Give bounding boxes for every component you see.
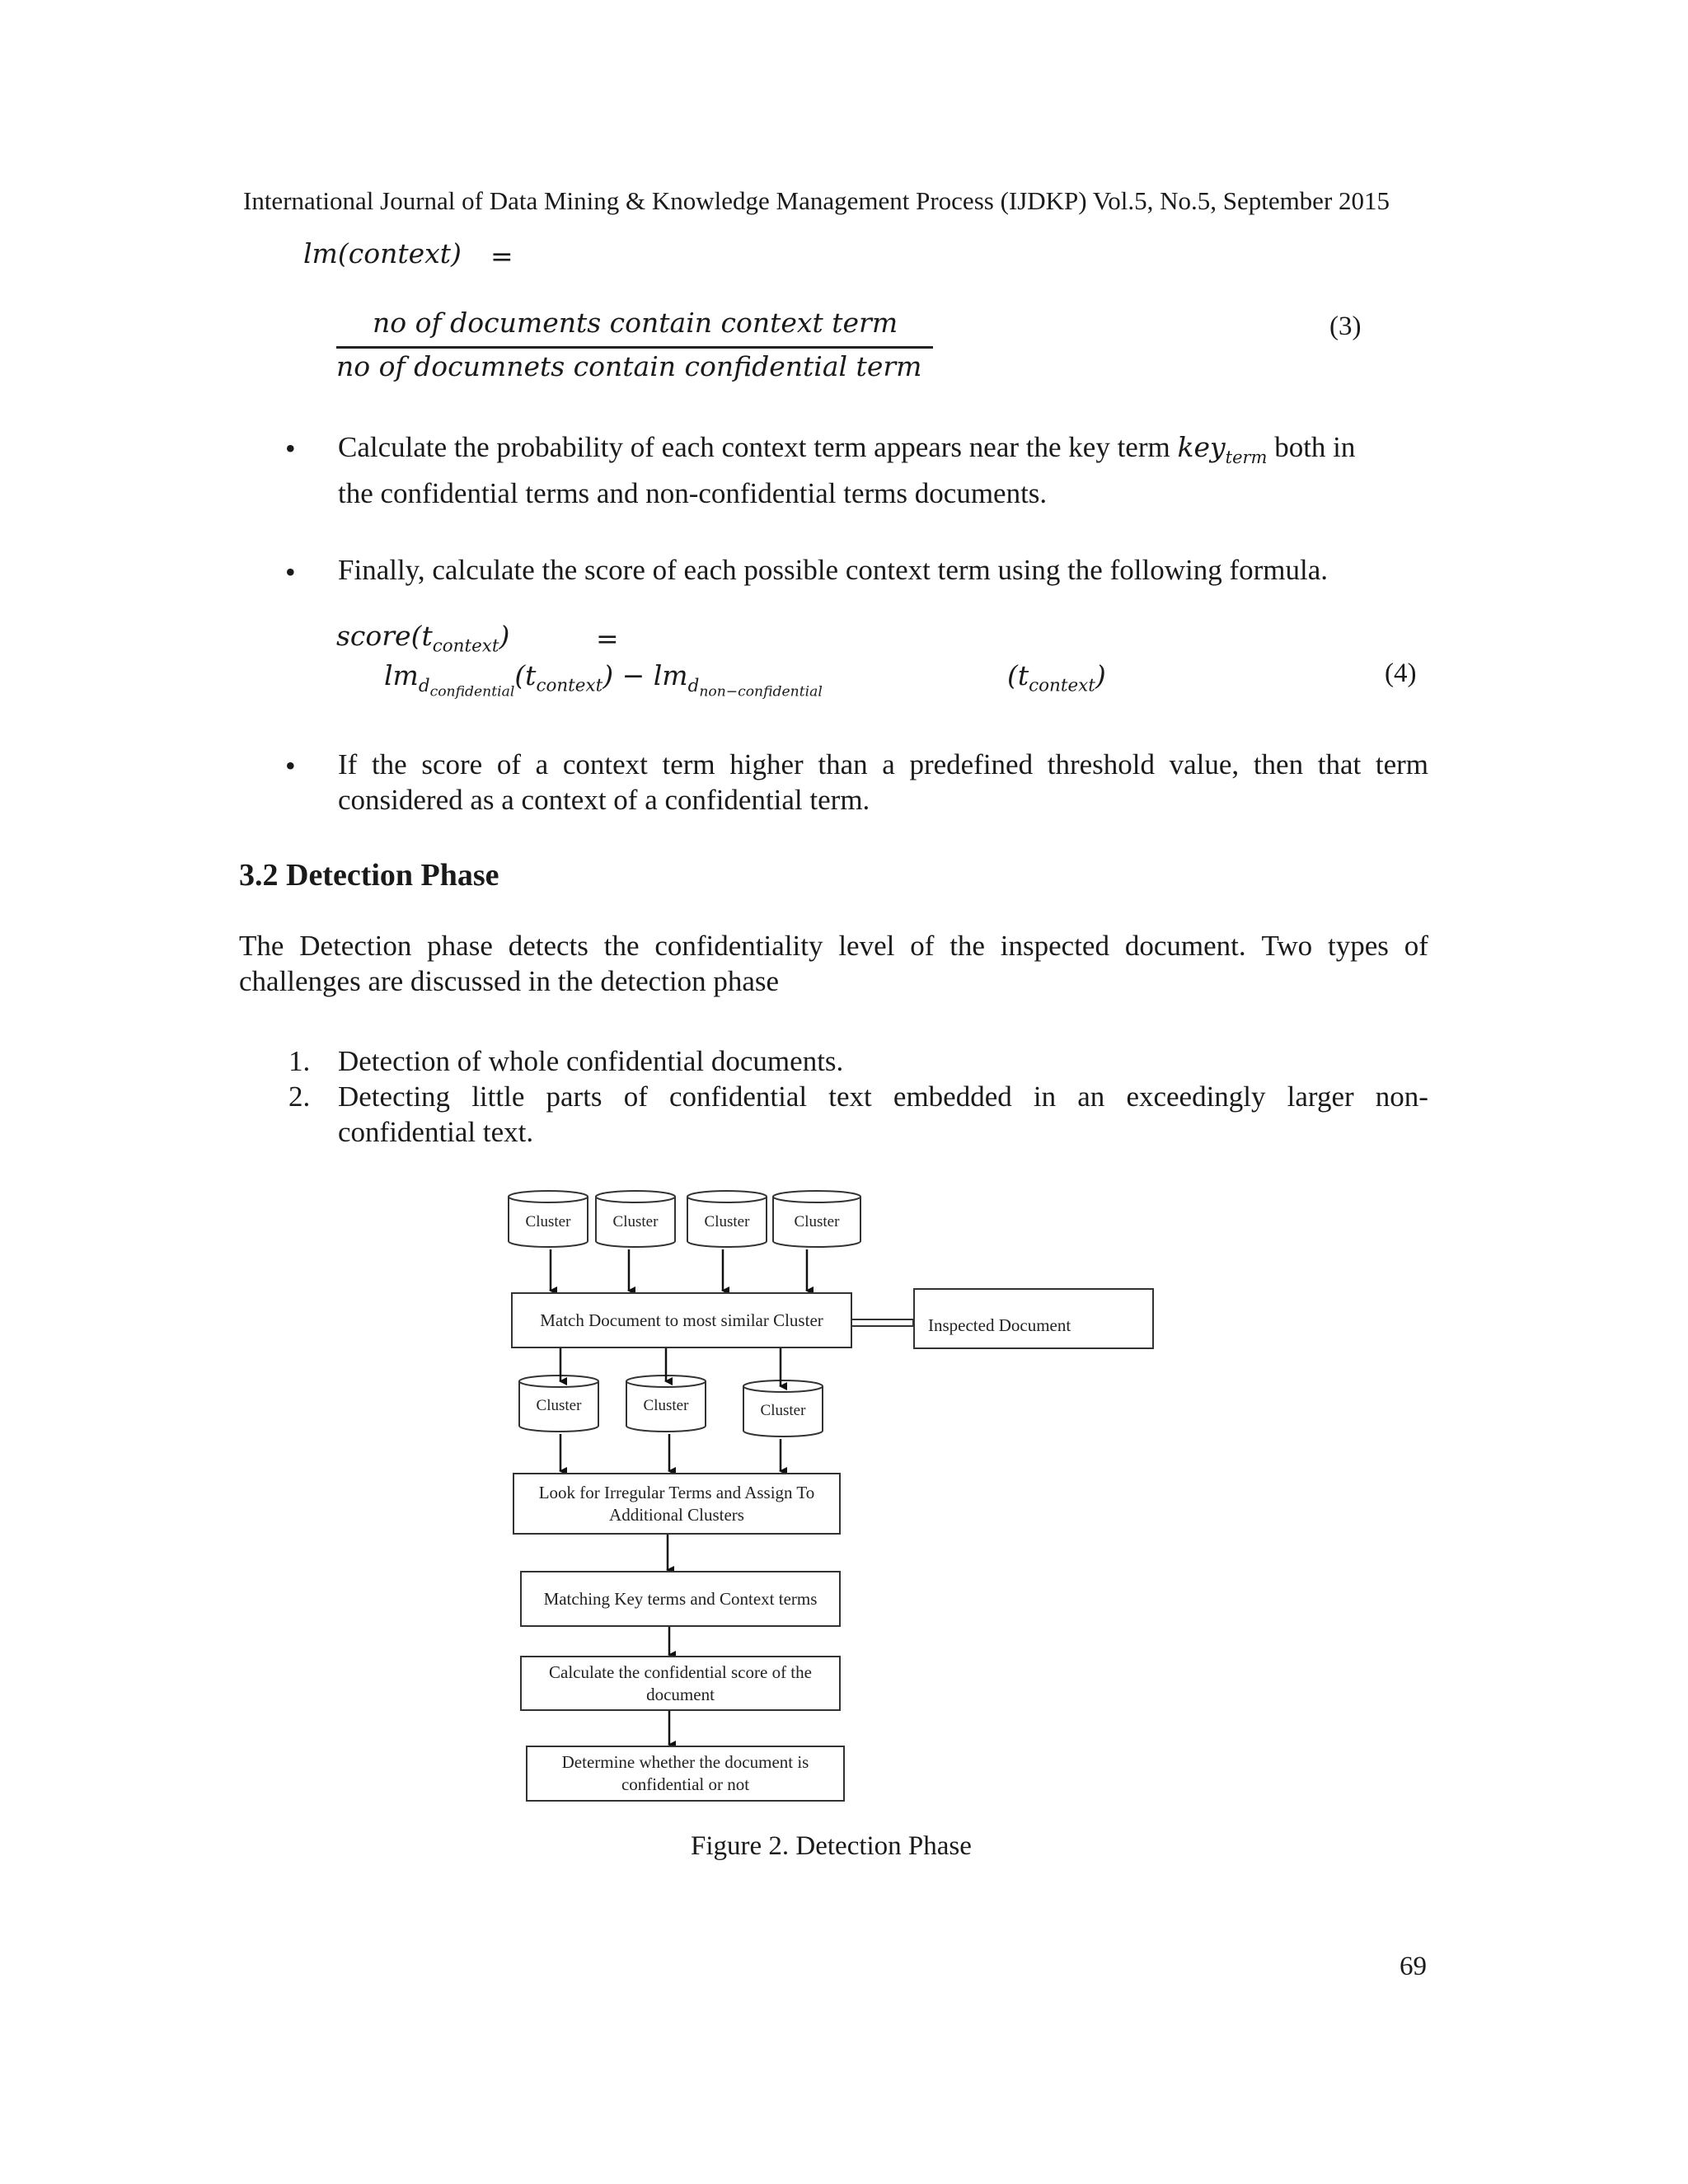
calculate-score-box: Calculate the confidential score of the document [520,1656,841,1711]
inspected-document-box: Inspected Document [913,1288,1154,1349]
cluster-label: Cluster [760,1402,806,1419]
list-item-number: 1. [288,1045,311,1077]
bullet-2-text: Finally, calculate the score of each possible context term using the following formula. [338,554,1328,586]
paragraph-line-2: challenges are discussed in the detection phase [239,965,780,997]
cluster-label: Cluster [643,1397,689,1414]
paragraph-line-1: The Detection phase detects the confidentiality level of the inspected document. Two types of [239,930,1428,962]
eq3-denominator: no of documnets contain confidential term [336,350,922,382]
eq3-number: (3) [1329,312,1362,341]
list-item-number: 2. [288,1080,311,1113]
match-document-box: Match Document to most similar Cluster [511,1292,852,1348]
eq4-rhs: $lm_{d_{confidential}}(t_{context}) - lm_{d_{non-confidential}}$ [384,659,823,700]
bullet-dot: • [285,555,296,588]
bullet-dot: • [285,749,296,782]
eq4-equals: = [596,622,619,654]
journal-header: International Journal of Data Mining & Knowledge Management Process (IJDKP) Vol.5, No.5, September 2015 [243,186,1390,215]
eq3-equals: = [490,240,513,272]
section-heading: 3.2 Detection Phase [239,858,499,893]
bullet-1-line-2: the confidential terms and non-confidential terms documents. [338,477,1048,509]
eq4-number: (4) [1385,658,1417,688]
eq3-lhs: lm(context) [303,237,462,269]
irregular-terms-box: Look for Irregular Terms and Assign To Additional Clusters [513,1473,841,1535]
list-item-line-1: Detecting little parts of confidential text embedded in an exceedingly larger non- [338,1080,1428,1113]
eq3-numerator: no of documents contain context term [373,307,898,339]
cluster-label: Cluster [612,1213,659,1230]
cluster-label: Cluster [794,1213,840,1230]
list-item-line-2: confidential text. [338,1116,534,1148]
bullet-3-line-2: considered as a context of a confidential term. [338,784,870,816]
eq4-lhs: $score(t_{context})$ [336,620,510,657]
cluster-label: Cluster [525,1213,571,1230]
bullet-1-line-1: Calculate the probability of each context term appears near the key term key$_{term}$ both in [338,431,1356,467]
bullet-dot: • [285,432,296,465]
matching-terms-box: Matching Key terms and Context terms [520,1571,841,1627]
list-item: Detection of whole confidential documents. [338,1045,844,1077]
cluster-label: Cluster [536,1397,582,1414]
cluster-label: Cluster [704,1213,750,1230]
bullet-3-line-1: If the score of a context term higher than a predefined threshold value, then that term [338,748,1428,780]
page-number: 69 [1400,1952,1427,1981]
figure-caption: Figure 2. Detection Phase [691,1831,972,1861]
determine-box: Determine whether the document is confidential or not [526,1746,845,1802]
eq4-rhs-arg: $(t_{context})$ [1007,659,1106,696]
